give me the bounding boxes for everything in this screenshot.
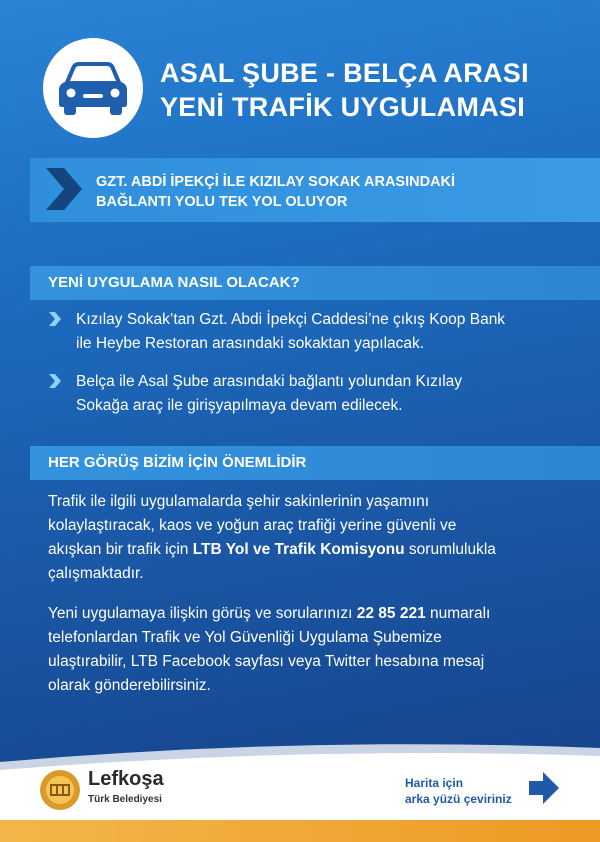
- map-note: Harita için arka yüzü çeviriniz: [405, 776, 512, 806]
- paragraph-contact: Yeni uygulamaya ilişkin görüş ve sorularınızı 22 85 221 numaralı telefonlardan Trafik ve Yol Güvenliği Uygulama Şubemize ulaştırabilir, LTB Facebook sayfası veya Twitter hesabına mesaj olarak gönderebilirsiniz.: [48, 605, 491, 694]
- car-icon-badge: [43, 38, 143, 138]
- chevron-right-icon: [48, 373, 62, 389]
- car-icon: [57, 60, 129, 116]
- chevron-right-icon: [48, 311, 62, 327]
- title-line-1: ASAL ŞUBE - BELÇA ARASI: [160, 58, 529, 88]
- logo-name: Lefkoşa: [88, 768, 164, 790]
- logo-subtitle: Türk Belediyesi: [88, 794, 162, 805]
- headline-banner-text: GZT. ABDİ İPEKÇİ İLE KIZILAY SOKAK ARASINDAKİ BAĞLANTI YOLU TEK YOL OLUYOR: [96, 174, 456, 210]
- chevron-right-icon: [44, 166, 84, 212]
- section-title-feedback: HER GÖRÜŞ BİZİM İÇİN ÖNEMLİDİR: [48, 454, 307, 471]
- phone-number: 22 85 221: [356, 605, 426, 622]
- municipality-logo-icon: [38, 768, 82, 812]
- flyer-page: ASAL ŞUBE - BELÇA ARASI YENİ TRAFİK UYGULAMASI GZT. ABDİ İPEKÇİ İLE KIZILAY SOKAK ARASINDAKİ BAĞLANTI YOLU TEK YOL OLUYOR YENİ UYGULAMA NASIL OLACAK? Kızılay Sokak’tan Gzt. Abdi İpekçi Caddesi’ne çıkış Koop Bank ile Heybe Restoran arasındaki sokaktan yapılacak. Belça ile Asal Şube arasındaki bağlantı yolundan Kızılay Sokağa araç ile girişyapılmaya devam edilecek. HER GÖRÜŞ BİZİM İÇİN ÖNEMLİDİR Trafik ile ilgili uygulamalarda şehir sakinlerinin yaşamını kolaylaştıracak, kaos ve yoğun araç trafiği yerine güvenli ve akışkan bir trafik için LTB Yol ve Trafik Komisyonu sorumlulukla çalışmaktadır. Yeni uygulamaya ilişkin görüş ve sorularınızı 22 85 221 numaralı telefonlardan Trafik ve Yol Güvenliği Uygulama Şubemize ulaştırabilir, LTB Facebook sayfası veya Twitter hesabına mesaj olarak gönderebilirsiniz. Lefkoşa Türk Belediyesi Harita için arka yüzü çeviriniz: [0, 0, 600, 842]
- title-line-2: YENİ TRAFİK UYGULAMASI: [160, 92, 526, 122]
- page-title: [160, 56, 590, 124]
- arrow-right-icon: [527, 770, 561, 806]
- section-title-how-it-works: YENİ UYGULAMA NASIL OLACAK?: [48, 274, 300, 291]
- footer-stripe: [0, 820, 600, 842]
- paragraph-commission: Trafik ile ilgili uygulamalarda şehir sakinlerinin yaşamını kolaylaştıracak, kaos ve yoğun araç trafiği yerine güvenli ve akışkan bir trafik için LTB Yol ve Trafik Komisyonu sorumlulukla çalışmaktadır.: [48, 493, 496, 582]
